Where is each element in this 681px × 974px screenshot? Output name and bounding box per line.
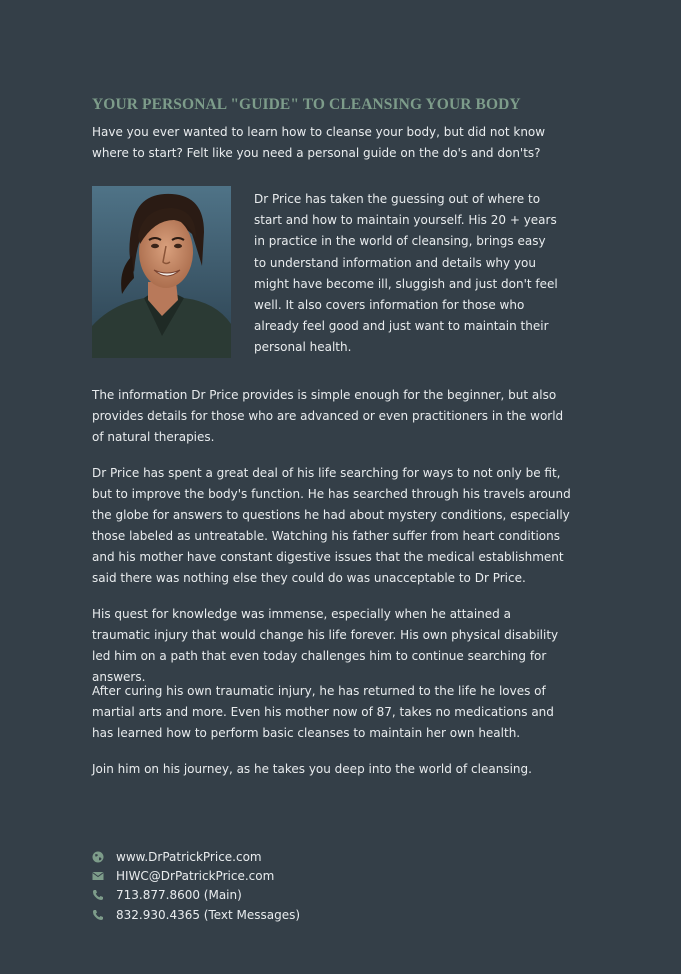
phone-text-messages[interactable]: 832.930.4365 (Text Messages)	[116, 907, 301, 922]
contact-phone-text[interactable]	[92, 905, 492, 924]
envelope-icon	[92, 870, 104, 882]
contact-list	[92, 847, 492, 924]
author-portrait	[92, 186, 231, 358]
phone-main-text[interactable]: 713.877.8600 (Main)	[116, 888, 242, 903]
phone-icon	[92, 889, 104, 901]
intro-paragraph: Have you ever wanted to learn how to cleanse your body, but did not know where to start? Felt like you need a personal guide on the do's and don'ts?	[92, 125, 546, 160]
contact-phone-main[interactable]	[92, 886, 492, 905]
website-link[interactable]: www.DrPatrickPrice.com	[116, 849, 262, 864]
page-title: YOUR PERSONAL "GUIDE" TO CLEANSING YOUR BODY	[92, 96, 521, 113]
body-paragraph: After curing his own traumatic injury, he has returned to the life he loves of martial arts and more. Even his mother now of 87, takes no medications and has learned how to perform basic cleanses to maintain her own health.	[92, 684, 554, 740]
author-bio: Dr Price has taken the guessing out of where to start and how to maintain yourself. His 20 + years in practice in the world of cleansing, brings easy to understand information and details why you might have become ill, sluggish and just don't feel well. It also covers information for those who already feel good and just want to maintain their personal health.	[254, 192, 558, 355]
body-paragraph: Join him on his journey, as he takes you deep into the world of cleansing.	[92, 762, 532, 776]
body-paragraph: Dr Price has spent a great deal of his life searching for ways to not only be fit, but to improve the body's function. He has searched through his travels around the globe for answers to questions he had about mystery conditions, especially those labeled as untreatable. Watching his father suffer from heart conditions and his mother have constant digestive issues that the medical establishment said there was nothing else they could do was unacceptable to Dr Price.	[92, 466, 571, 585]
contact-website[interactable]	[92, 847, 492, 866]
body-paragraph: The information Dr Price provides is simple enough for the beginner, but also provides details for those who are advanced or even practitioners in the world of natural therapies.	[92, 388, 564, 444]
body-paragraph: His quest for knowledge was immense, especially when he attained a traumatic injury that would change his life forever. His own physical disability led him on a path that even today challenges him to continue searching for answers.	[92, 607, 559, 684]
phone-icon	[92, 909, 104, 921]
email-link[interactable]: HIWC@DrPatrickPrice.com	[116, 868, 275, 883]
globe-icon	[92, 851, 104, 863]
contact-email[interactable]	[92, 866, 492, 885]
